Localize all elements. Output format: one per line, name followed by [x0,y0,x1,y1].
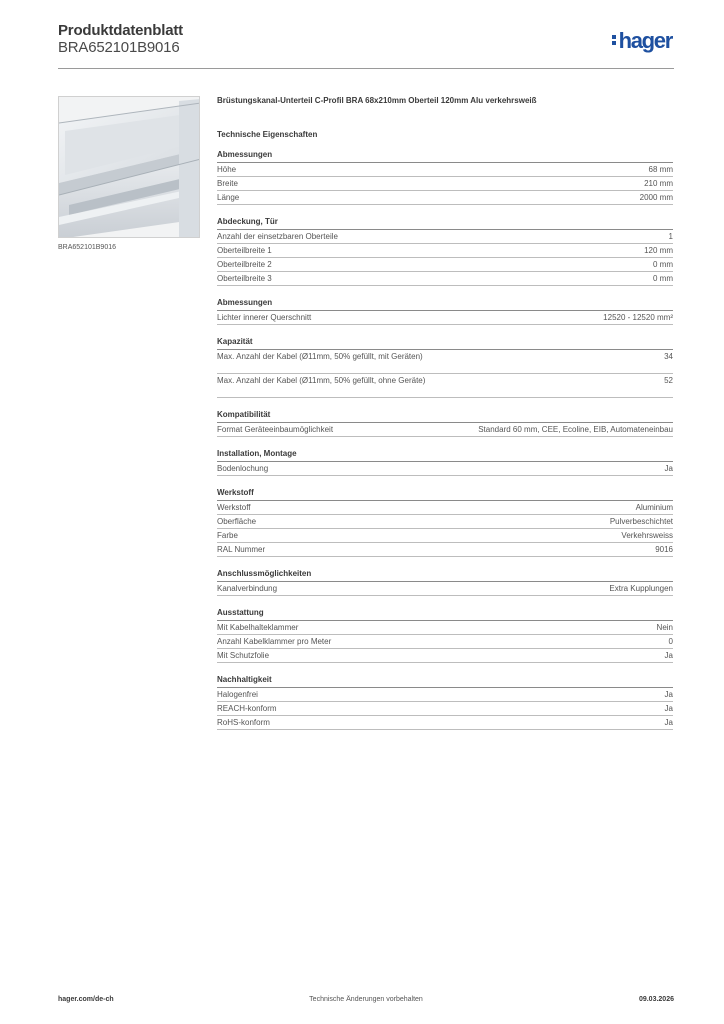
property-label: Länge [217,193,240,202]
property-value: 12520 - 12520 mm² [603,313,673,322]
property-row [217,258,673,272]
property-row [217,515,673,529]
properties-table [217,150,673,730]
property-label: Anzahl der einsetzbaren Oberteile [217,232,338,241]
property-label: Höhe [217,165,237,174]
header-divider [58,68,674,69]
cable-duct-illustration [59,97,200,238]
property-value: 9016 [655,545,673,554]
property-label: Lichter innerer Querschnitt [217,313,312,322]
property-label: Anzahl Kabelklammer pro Meter [217,637,332,646]
page-header [58,22,674,68]
property-row [217,311,673,325]
property-label: REACH-konform [217,704,277,713]
product-content [217,96,673,730]
property-label: Oberfläche [217,517,257,526]
property-row [217,423,673,437]
property-row [217,462,673,476]
property-label: Max. Anzahl der Kabel (Ø11mm, 50% gefüllt, ohne Geräte) [217,376,426,385]
section-title: Kompatibilität [217,410,673,423]
property-label: Format Geräteeinbaumöglichkeit [217,425,334,434]
property-row [217,635,673,649]
property-label: Max. Anzahl der Kabel (Ø11mm, 50% gefüllt, mit Geräten) [217,352,423,361]
technical-properties-heading: Technische Eigenschaften [217,130,318,139]
property-row [217,621,673,635]
property-value: Aluminium [635,503,673,512]
property-value: 34 [664,352,673,361]
property-label: Breite [217,179,238,188]
property-row [217,177,673,191]
document-title: Produktdatenblatt [58,22,183,39]
property-row [217,716,673,730]
property-value: Nein [656,623,673,632]
property-label: Farbe [217,531,238,540]
section-title: Abdeckung, Tür [217,217,673,230]
property-row [217,230,673,244]
property-value: 52 [664,376,673,385]
section-title: Installation, Montage [217,449,673,462]
section-title: Anschlussmöglichkeiten [217,569,673,582]
property-row [217,374,673,398]
hager-logo [612,28,672,54]
property-label: Mit Schutzfolie [217,651,270,660]
section-title: Abmessungen [217,150,673,163]
section-title: Kapazität [217,337,673,350]
property-row [217,688,673,702]
property-value: 2000 mm [639,193,673,202]
property-value: 1 [668,232,673,241]
property-row [217,649,673,663]
property-row [217,543,673,557]
logo-text: hager [618,28,672,53]
product-image [58,96,200,238]
logo-dots-icon [612,33,617,47]
footer-notice: Technische Änderungen vorbehalten [309,996,423,1003]
property-value: Ja [664,651,673,660]
property-value: Standard 60 mm, CEE, Ecoline, EIB, Automateneinbau [478,425,673,434]
footer-date: 09.03.2026 [638,996,674,1003]
section-title: Werkstoff [217,488,673,501]
property-value: Ja [664,690,673,699]
property-value: Ja [664,718,673,727]
property-row [217,163,673,177]
image-caption: BRA652101B9016 [58,244,116,251]
property-row [217,501,673,515]
property-row [217,272,673,286]
property-value: Ja [664,704,673,713]
property-label: Oberteilbreite 2 [217,260,272,269]
property-row [217,582,673,596]
property-label: RoHS-konform [217,718,270,727]
section-title: Ausstattung [217,608,673,621]
property-value: 0 mm [653,274,673,283]
property-label: Werkstoff [217,503,251,512]
property-row [217,529,673,543]
property-value: 210 mm [644,179,673,188]
footer-website[interactable]: hager.com/de-ch [58,996,114,1003]
article-number: BRA652101B9016 [58,39,180,56]
property-value: Verkehrsweiss [621,531,673,540]
property-label: Bodenlochung [217,464,269,473]
property-row [217,350,673,374]
product-description: Brüstungskanal-Unterteil C-Profil BRA 68x210mm Oberteil 120mm Alu verkehrsweiß [217,96,537,105]
property-row [217,702,673,716]
section-title: Nachhaltigkeit [217,675,673,688]
property-value: Ja [664,464,673,473]
property-value: 68 mm [648,165,673,174]
property-label: RAL Nummer [217,545,266,554]
property-label: Halogenfrei [217,690,258,699]
property-row [217,244,673,258]
property-label: Kanalverbindung [217,584,278,593]
property-value: 0 [668,637,673,646]
property-label: Mit Kabelhalteklammer [217,623,299,632]
property-row [217,191,673,205]
property-value: 0 mm [653,260,673,269]
property-label: Oberteilbreite 1 [217,246,272,255]
property-value: Pulverbeschichtet [609,517,673,526]
section-title: Abmessungen [217,298,673,311]
property-value: 120 mm [644,246,673,255]
property-label: Oberteilbreite 3 [217,274,272,283]
property-value: Extra Kupplungen [609,584,673,593]
